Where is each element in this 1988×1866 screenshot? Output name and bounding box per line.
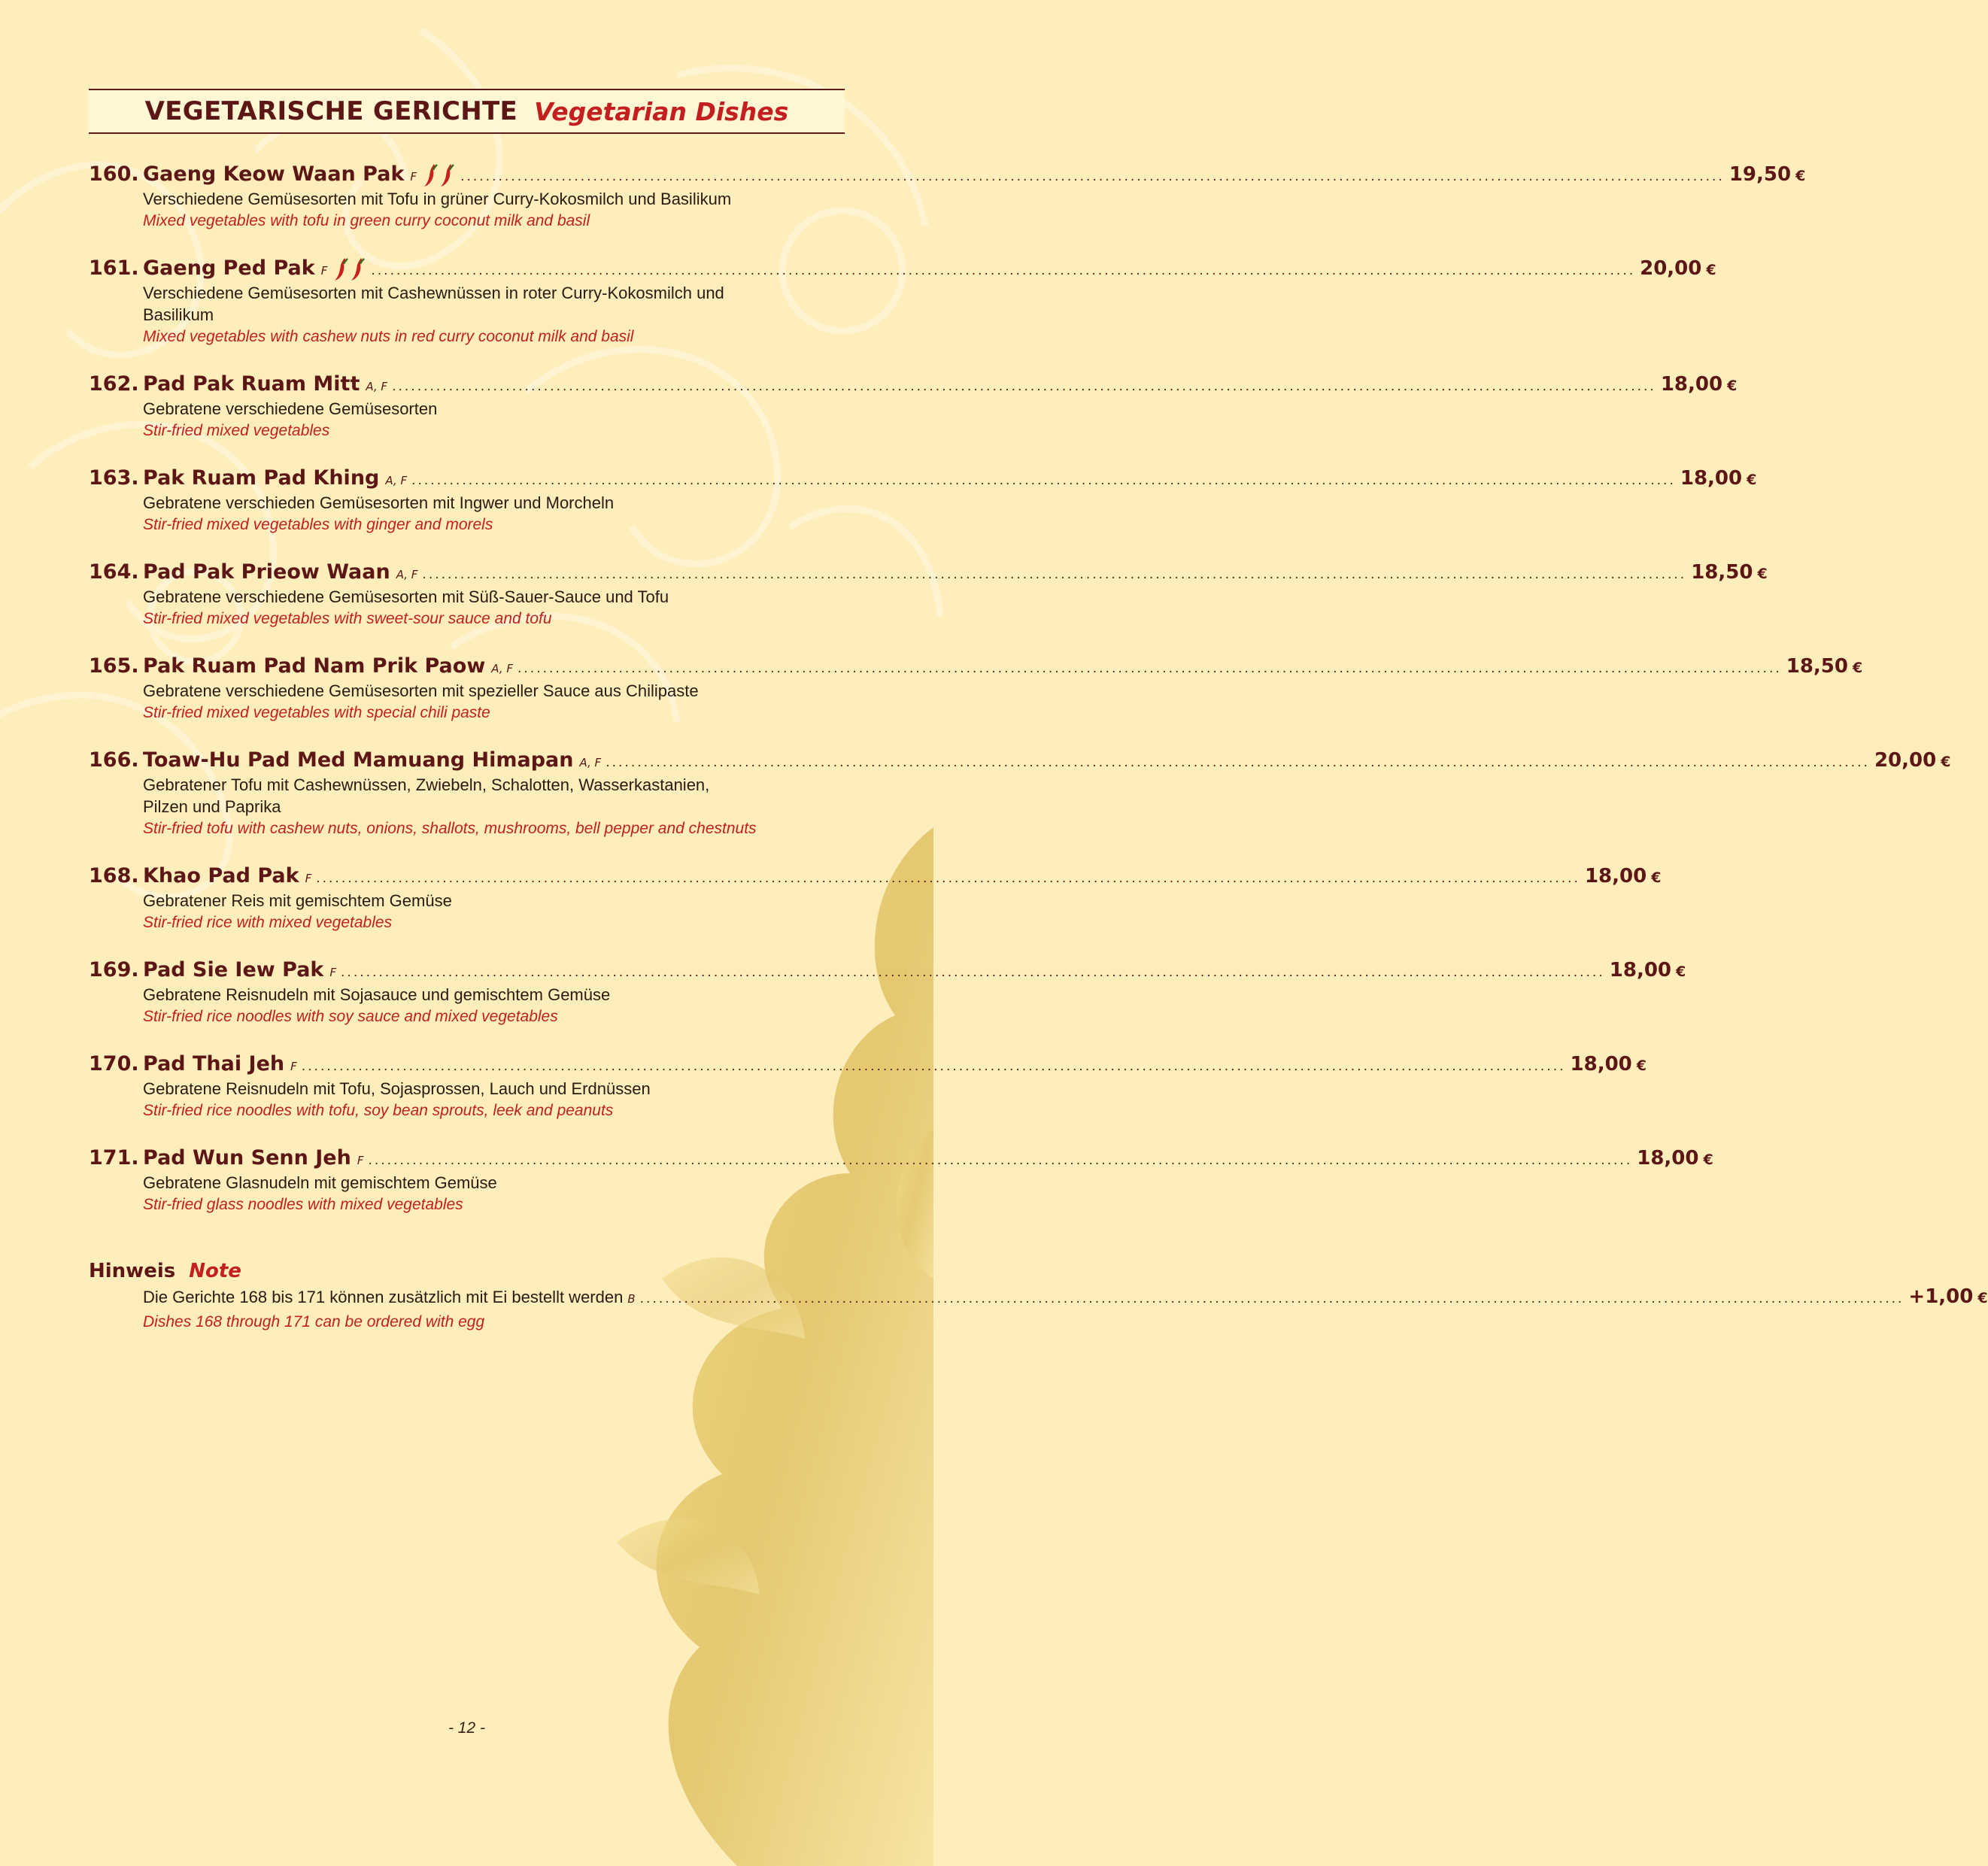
currency-symbol: €	[1977, 1290, 1988, 1306]
chili-icon	[333, 256, 366, 282]
currency-symbol: €	[1747, 472, 1757, 488]
note-title	[89, 1260, 845, 1285]
item-price	[1874, 749, 1950, 772]
item-description-de: Gebratener Reis mit gemischtem Gemüse	[143, 891, 452, 910]
item-allergens: A, F	[579, 756, 602, 769]
item-price-value: 18,00	[1570, 1053, 1632, 1076]
item-description-en: Stir-fried glass noodles with mixed vegetables	[143, 1196, 463, 1213]
item-description-en: Stir-fried rice noodles with tofu, soy bean sprouts, leek and peanuts	[143, 1102, 614, 1119]
item-number: 165.	[89, 654, 139, 678]
item-name: Pak Ruam Pad Khing	[143, 466, 380, 490]
item-price	[1786, 655, 1862, 678]
item-price	[1571, 1053, 1647, 1076]
item-name: Pad Sie Iew Pak	[143, 958, 324, 982]
item-allergens: A, F	[491, 662, 513, 675]
menu-item	[89, 560, 1768, 630]
item-row	[89, 654, 1863, 680]
item-number: 164.	[89, 560, 139, 584]
leader-dots: ........................................................................................................................................................................................................	[422, 567, 1687, 582]
leader-dots: ........................................................................................................................................................................................................	[606, 755, 1870, 770]
leader-dots: ........................................................................................................................................................................................................	[411, 473, 1676, 488]
page-number: - 12 -	[448, 1719, 485, 1737]
item-description-en: Mixed vegetables with cashew nuts in red curry coconut milk and basil	[143, 328, 634, 345]
item-description-de: Gebratener Tofu mit Cashewnüssen, Zwiebeln, Schalotten, Wasserkastanien, Pilzen und Paprika	[143, 775, 710, 816]
currency-symbol: €	[1727, 378, 1738, 394]
item-price	[1637, 1147, 1713, 1170]
leader-dots: ........................................................................................................................................................................................................	[392, 379, 1656, 394]
menu-item	[89, 1146, 1713, 1216]
item-row	[89, 466, 1757, 492]
item-price	[1585, 865, 1661, 887]
currency-symbol: €	[1676, 963, 1686, 980]
currency-symbol: €	[1706, 262, 1716, 278]
item-price-value: 18,00	[1680, 467, 1743, 490]
leader-dots: ........................................................................................................................................................................................................	[517, 661, 1782, 676]
leader-dots: ........................................................................................................................................................................................................	[460, 169, 1725, 184]
item-price-value: 20,00	[1640, 257, 1702, 280]
item-price-value: 19,50	[1728, 163, 1792, 186]
item-number: 166.	[89, 748, 139, 772]
item-price-value: 18,00	[1609, 959, 1672, 982]
note-price	[1908, 1285, 1987, 1308]
item-description-de: Gebratene verschiedene Gemüsesorten	[143, 399, 438, 418]
note-allergens: B	[627, 1292, 636, 1306]
leader-dots: ........................................................................................................................................................................................................	[368, 1153, 1633, 1168]
item-row	[89, 1052, 1647, 1078]
menu-page	[89, 89, 1988, 1334]
item-name: Toaw-Hu Pad Med Mamuang Himapan	[143, 748, 574, 772]
item-row	[89, 162, 1806, 188]
item-description-en: Stir-fried mixed vegetables	[143, 422, 330, 439]
leader-dots: ........................................................................................................................................................................................................	[639, 1291, 1905, 1306]
item-name: Pad Wun Senn Jeh	[143, 1146, 351, 1170]
item-name: Pad Pak Ruam Mitt	[143, 372, 360, 396]
currency-symbol: €	[1757, 566, 1768, 582]
section-header	[89, 89, 845, 134]
item-allergens: F	[410, 170, 417, 184]
item-allergens: A, F	[366, 380, 388, 393]
item-name: Pad Pak Prieow Waan	[143, 560, 390, 584]
item-row	[89, 958, 1686, 984]
note-section	[89, 1260, 1988, 1334]
item-price	[1610, 959, 1686, 982]
item-description-de: Gebratene Reisnudeln mit Tofu, Sojasprossen, Lauch und Erdnüssen	[143, 1079, 651, 1098]
menu-item	[89, 958, 1686, 1028]
item-row	[89, 256, 1716, 282]
item-price-value: 20,00	[1874, 749, 1937, 772]
leader-dots: ........................................................................................................................................................................................................	[371, 263, 1636, 278]
item-number: 169.	[89, 958, 139, 982]
item-price	[1661, 373, 1737, 396]
menu-item	[89, 162, 1806, 232]
item-description-en: Stir-fried mixed vegetables with special chili paste	[143, 704, 490, 721]
item-price-value: 18,00	[1637, 1147, 1699, 1170]
item-name: Khao Pad Pak	[143, 864, 299, 887]
item-description-en: Stir-fried rice noodles with soy sauce and mixed vegetables	[143, 1008, 558, 1025]
menu-item	[89, 748, 1951, 840]
section-title-de: VEGETARISCHE GERICHTE	[144, 96, 518, 126]
item-price-value: 18,50	[1691, 561, 1753, 584]
item-number: 160.	[89, 162, 139, 186]
item-row	[89, 560, 1768, 586]
currency-symbol: €	[1703, 1151, 1713, 1168]
item-number: 162.	[89, 372, 139, 396]
leader-dots: ........................................................................................................................................................................................................	[316, 871, 1580, 886]
item-price	[1640, 257, 1716, 280]
currency-symbol: €	[1941, 754, 1951, 770]
item-name: Pak Ruam Pad Nam Prik Paow	[143, 654, 486, 678]
currency-symbol: €	[1853, 660, 1863, 676]
item-row	[89, 1146, 1713, 1172]
item-description-en: Mixed vegetables with tofu in green curry coconut milk and basil	[143, 212, 590, 229]
item-number: 171.	[89, 1146, 139, 1170]
item-allergens: F	[357, 1154, 364, 1167]
item-name: Gaeng Ped Pak	[143, 256, 315, 280]
item-description-de: Verschiedene Gemüsesorten mit Tofu in grüner Curry-Kokosmilch und Basilikum	[143, 190, 732, 208]
item-description-en: Stir-fried mixed vegetables with sweet-sour sauce and tofu	[143, 610, 552, 627]
note-text-en: Dishes 168 through 171 can be ordered with egg	[143, 1313, 485, 1330]
item-description-de: Gebratene Reisnudeln mit Sojasauce und gemischtem Gemüse	[143, 985, 611, 1004]
menu-item	[89, 372, 1738, 442]
dish-list	[89, 162, 1951, 1216]
currency-symbol: €	[1795, 168, 1806, 184]
item-price	[1729, 163, 1805, 186]
item-description-en: Stir-fried mixed vegetables with ginger and morels	[143, 516, 493, 533]
item-allergens: A, F	[396, 568, 418, 581]
menu-item	[89, 1052, 1647, 1122]
item-number: 161.	[89, 256, 139, 280]
item-description-de: Gebratene verschiedene Gemüsesorten mit Süß-Sauer-Sauce und Tofu	[143, 587, 669, 606]
item-price	[1691, 561, 1767, 584]
item-number: 170.	[89, 1052, 139, 1076]
item-number: 163.	[89, 466, 139, 490]
note-text-de: Die Gerichte 168 bis 171 können zusätzlich mit Ei bestellt werden	[143, 1288, 624, 1306]
item-price	[1680, 467, 1756, 490]
currency-symbol: €	[1636, 1057, 1647, 1074]
item-description-de: Verschiedene Gemüsesorten mit Cashewnüssen in roter Curry-Kokosmilch und Basilikum	[143, 284, 724, 324]
item-price-value: 18,50	[1786, 655, 1848, 678]
note-row	[143, 1285, 1988, 1311]
menu-item	[89, 256, 1716, 348]
item-allergens: F	[329, 966, 337, 979]
item-description-de: Gebratene Glasnudeln mit gemischtem Gemüse	[143, 1173, 497, 1192]
item-allergens: A, F	[385, 474, 408, 487]
menu-item	[89, 466, 1757, 536]
item-number: 168.	[89, 864, 139, 887]
currency-symbol: €	[1651, 869, 1662, 886]
item-name: Gaeng Keow Waan Pak	[143, 162, 405, 186]
item-allergens: F	[320, 264, 328, 278]
item-price-value: 18,00	[1660, 373, 1723, 396]
item-row	[89, 372, 1738, 398]
item-row	[89, 748, 1951, 774]
note-price-value: +1,00	[1908, 1285, 1974, 1308]
item-allergens: F	[305, 872, 312, 885]
item-description-en: Stir-fried tofu with cashew nuts, onions, shallots, mushrooms, bell pepper and chestnuts	[143, 820, 757, 837]
menu-item	[89, 864, 1662, 934]
item-row	[89, 864, 1662, 890]
leader-dots: ........................................................................................................................................................................................................	[301, 1059, 1566, 1074]
item-description-en: Stir-fried rice with mixed vegetables	[143, 914, 393, 931]
menu-item	[89, 654, 1863, 724]
note-title-de: Hinweis	[89, 1260, 176, 1282]
item-description-de: Gebratene verschiedene Gemüsesorten mit spezieller Sauce aus Chilipaste	[143, 681, 699, 700]
note-title-en: Note	[189, 1260, 241, 1282]
leader-dots: ........................................................................................................................................................................................................	[341, 965, 1605, 980]
section-title-en: Vegetarian Dishes	[534, 96, 789, 126]
item-price-value: 18,00	[1584, 865, 1647, 887]
chili-icon	[423, 162, 456, 188]
item-allergens: F	[290, 1060, 297, 1073]
item-description-de: Gebratene verschieden Gemüsesorten mit Ingwer und Morcheln	[143, 493, 615, 512]
item-name: Pad Thai Jeh	[143, 1052, 285, 1076]
